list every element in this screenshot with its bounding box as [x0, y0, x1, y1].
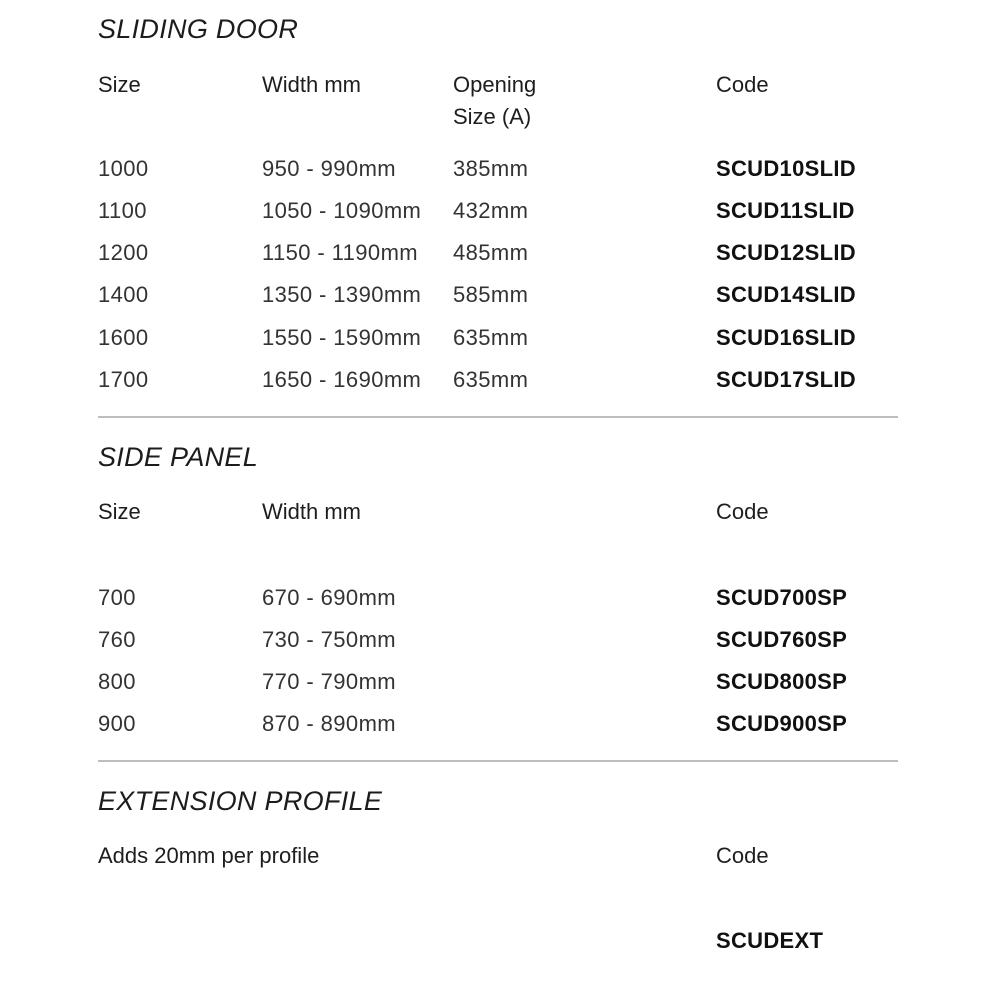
cell-size: 700	[98, 585, 136, 610]
section-title-side-panel: SIDE PANEL	[98, 442, 259, 472]
cell-code: SCUD14SLID	[716, 282, 856, 307]
cell-size: 1100	[98, 198, 147, 223]
cell-size: 1700	[98, 367, 149, 392]
cell-width: 1350 - 1390mm	[262, 282, 422, 307]
cell-opening: 485mm	[453, 240, 529, 265]
section-title-sliding-door: SLIDING DOOR	[98, 14, 299, 44]
cell-width: 870 - 890mm	[262, 711, 397, 736]
cell-width: 1050 - 1090mm	[262, 198, 422, 223]
table-row	[0, 711, 1000, 741]
cell-code: SCUD16SLID	[716, 325, 856, 350]
cell-size: 1600	[98, 325, 149, 350]
header-opening-line2: Size (A)	[453, 104, 532, 129]
table-row	[0, 627, 1000, 657]
cell-opening: 635mm	[453, 325, 529, 350]
cell-code: SCUD800SP	[716, 669, 848, 694]
cell-width: 950 - 990mm	[262, 156, 397, 181]
cell-width: 1150 - 1190mm	[262, 240, 419, 265]
table-row	[0, 669, 1000, 699]
cell-width: 770 - 790mm	[262, 669, 397, 694]
header-code: Code	[716, 499, 769, 524]
header-width: Width mm	[262, 499, 361, 524]
header-opening-line1: Opening	[453, 72, 537, 97]
cell-size: 800	[98, 669, 136, 694]
cell-size: 1200	[98, 240, 149, 265]
section-divider	[98, 416, 898, 418]
header-size: Size	[98, 499, 141, 524]
cell-size: 1400	[98, 282, 149, 307]
cell-code: SCUD10SLID	[716, 156, 856, 181]
table-row	[0, 367, 1000, 397]
cell-opening: 385mm	[453, 156, 529, 181]
cell-code: SCUD12SLID	[716, 240, 856, 265]
table-row	[0, 240, 1000, 270]
table-row	[0, 585, 1000, 615]
cell-code: SCUD900SP	[716, 711, 848, 736]
extension-description: Adds 20mm per profile	[98, 843, 320, 868]
cell-code: SCUD700SP	[716, 585, 848, 610]
table-row	[0, 325, 1000, 355]
cell-width: 1550 - 1590mm	[262, 325, 422, 350]
cell-opening: 635mm	[453, 367, 529, 392]
header-code: Code	[716, 72, 769, 97]
cell-code: SCUD17SLID	[716, 367, 856, 392]
cell-size: 760	[98, 627, 136, 652]
header-width: Width mm	[262, 72, 361, 97]
cell-opening: 432mm	[453, 198, 529, 223]
table-row	[0, 282, 1000, 312]
cell-width: 670 - 690mm	[262, 585, 397, 610]
section-title-extension-profile: EXTENSION PROFILE	[98, 786, 383, 816]
cell-code: SCUD11SLID	[716, 198, 855, 223]
cell-width: 730 - 750mm	[262, 627, 397, 652]
table-row	[0, 156, 1000, 186]
header-code: Code	[716, 843, 769, 868]
header-size: Size	[98, 72, 141, 97]
cell-opening: 585mm	[453, 282, 529, 307]
cell-code: SCUDEXT	[716, 928, 824, 953]
cell-width: 1650 - 1690mm	[262, 367, 422, 392]
table-row	[0, 198, 1000, 228]
cell-size: 900	[98, 711, 136, 736]
cell-size: 1000	[98, 156, 149, 181]
section-divider	[98, 760, 898, 762]
cell-code: SCUD760SP	[716, 627, 848, 652]
